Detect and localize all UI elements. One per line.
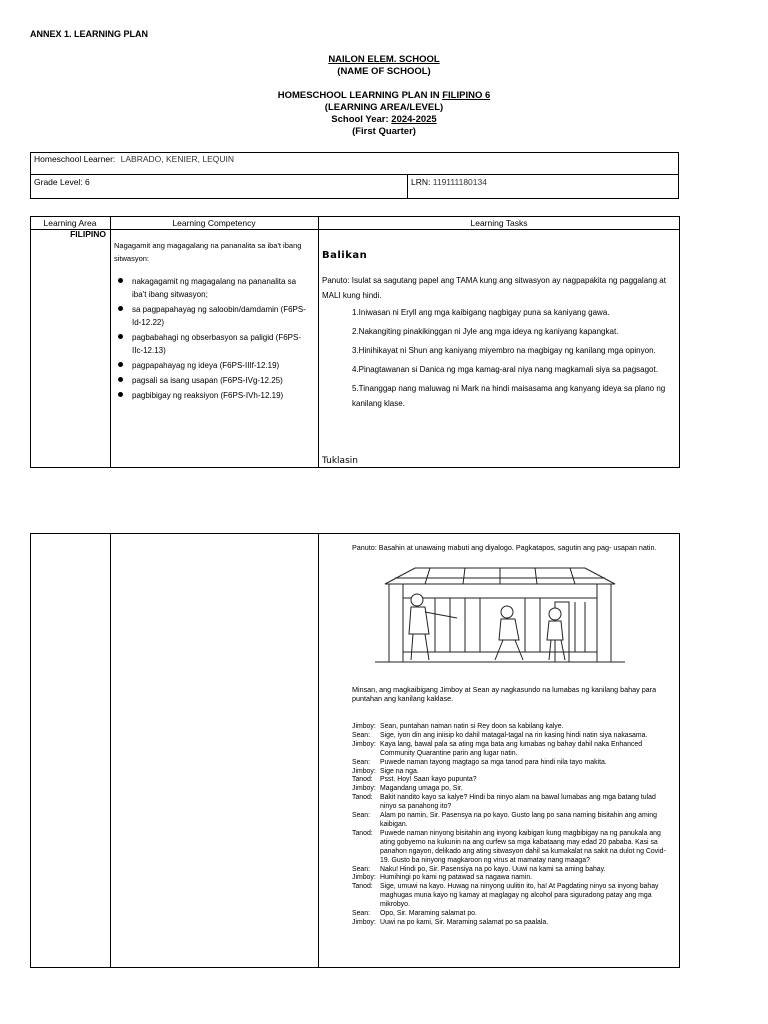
grade-label: Grade Level: bbox=[34, 177, 83, 187]
competency-item: pagbabahagi ng obserbasyon sa paligid (F6PS-IIc-12.13) bbox=[116, 331, 312, 357]
speaker: Tanod: bbox=[352, 794, 373, 802]
competency-item: pagsali sa isang usapan (F6PS-IVg-12.25) bbox=[116, 374, 312, 387]
speaker: Sean: bbox=[352, 731, 371, 739]
dialogue-line bbox=[352, 723, 674, 732]
school-year bbox=[0, 114, 768, 126]
balikan-item: 2.Nakangiting pinakikinggan ni Jyle ang mga ideya ng kaniyang kapangkat. bbox=[352, 327, 619, 336]
grade-row bbox=[34, 177, 90, 187]
speaker: Jimboy: bbox=[352, 723, 376, 730]
balikan-item: 3.Hinihikayat ni Shun ang kaniyang miyembro na magbigay ng kanilang mga opinyon. bbox=[352, 346, 656, 355]
line: Puwede naman ninyong bisitahin ang inyong kaibigan kung magbibigay na ng panukala ang ating gobyerno na kukunin na ang curfew sa mga kabataang may edad 20 pababa. Kasi sa panahon ngayon, delikado ang ating sitwasyon dahil sa kumakalat na sakit na dulot ng Covid-19. Gusto ba ninyong magkaroon ng virus at mamatay nang maaga? bbox=[380, 829, 666, 864]
dialogue-line bbox=[352, 874, 674, 883]
dialogue-line bbox=[352, 883, 674, 910]
speaker: Tanod: bbox=[352, 883, 373, 891]
line: Psst. Hoy! Saan kayo pupunta? bbox=[380, 776, 477, 784]
plan-subject: FILIPINO 6 bbox=[442, 90, 491, 101]
dialogue-line bbox=[352, 794, 674, 812]
speaker: Jimboy: bbox=[352, 767, 376, 775]
line: Puwede naman tayong magtago sa mga tanod para hindi nila tayo makita. bbox=[380, 758, 607, 766]
competency-intro: Nagagamit ang magagalang na pananalita sa iba't ibang sitwasyon: bbox=[114, 241, 302, 263]
competency-item: nakagagamit ng magagalang na pananalita sa iba't ibang sitwasyon; bbox=[116, 275, 312, 301]
speaker: Jimboy: bbox=[352, 918, 376, 926]
dialogue-line bbox=[352, 830, 674, 866]
balikan-heading: Balikan bbox=[322, 250, 368, 261]
tuklasin-heading: Tuklasin bbox=[322, 456, 358, 466]
school-year-value: 2024-2025 bbox=[391, 114, 437, 125]
line: Sige, iyon din ang iniisip ko dahil matagal-tagal na rin kasing hindi natin siya nakasama. bbox=[380, 731, 648, 739]
dialogue-line bbox=[352, 910, 674, 919]
line: Kaya lang, bawal pala sa ating mga bata ang lumabas ng bahay dahil naka Enhanced Community Quarantine parin ang lugar natin. bbox=[380, 740, 643, 757]
line: Humihingi po kami ng patawad sa nagawa namin. bbox=[380, 874, 533, 882]
speaker: Sean: bbox=[352, 812, 371, 820]
dialogue bbox=[352, 723, 674, 928]
speaker: Sean: bbox=[352, 758, 371, 766]
balikan-item: 4.Pinagtawanan si Danica ng mga kamag-aral niya nang magkamali siya sa pagsagot. bbox=[352, 365, 658, 374]
line: Sige, umuwi na kayo. Huwag na ninyong uulitin ito, ha! At Pagdating ninyo sa inyong bahay maghugas muna kayo ng kamay at maglagay ng alcohol para siguradong patay ang mga mikrobyo. bbox=[380, 883, 659, 909]
header-learning-competency: Learning Competency bbox=[172, 218, 256, 228]
dialogue-line bbox=[352, 812, 674, 830]
balikan-instructions: Panuto: Isulat sa sagutang papel ang TAMA kung ang sitwasyon ay nagpapakita ng paggalang at MALI kung hindi. bbox=[322, 276, 666, 300]
competency-item: pagbibigay ng reaksiyon (F6PS-IVh-12.19) bbox=[116, 389, 312, 402]
dialogue-line bbox=[352, 866, 674, 875]
line: Opo, Sir. Maraming salamat po. bbox=[380, 910, 477, 918]
line: Magandang umaga po, Sir. bbox=[380, 785, 463, 793]
line: Sige na nga. bbox=[380, 767, 419, 775]
annex-title: ANNEX 1. LEARNING PLAN bbox=[30, 29, 149, 39]
balikan-item: 1.Iniwasan ni Eryll ang mga kaibigang nagbigay puna sa kaniyang gawa. bbox=[352, 308, 610, 317]
header-learning-tasks: Learning Tasks bbox=[470, 218, 528, 228]
page2-intro: Minsan, ang magkaibigang Jimboy at Sean ay nagkasundo na lumabas ng kanilang bahay para puntahan ang kanilang kaklase. bbox=[352, 685, 657, 704]
speaker: Jimboy: bbox=[352, 785, 376, 793]
school-name: NAILON ELEM. SCHOOL bbox=[328, 54, 440, 65]
dialogue-line bbox=[352, 776, 674, 785]
speaker: Tanod: bbox=[352, 776, 373, 784]
page2-instructions: Panuto: Basahin at unawaing mabuti ang diyalogo. Pagkatapos, sagutin ang pag- usapan natin. bbox=[352, 543, 657, 552]
learner-label: Homeschool Learner: bbox=[34, 154, 116, 164]
speaker: Tanod: bbox=[352, 829, 373, 837]
area-caption: (LEARNING AREA/LEVEL) bbox=[324, 102, 444, 113]
speaker: Sean: bbox=[352, 865, 371, 873]
learning-area-value: FILIPINO bbox=[70, 229, 106, 239]
speaker: Jimboy: bbox=[352, 740, 376, 748]
dialogue-line bbox=[352, 768, 674, 777]
line: Bakit nandito kayo sa kalye? Hindi ba ninyo alam na bawal lumabas ang mga batang tulad ninyo sa panahong ito? bbox=[380, 794, 656, 811]
speaker: Jimboy: bbox=[352, 874, 376, 882]
dialogue-line bbox=[352, 919, 674, 928]
balikan-items bbox=[352, 305, 672, 415]
plan-header bbox=[0, 90, 768, 138]
competency-item: pagpapahayag ng ideya (F6PS-IIIf-12.19) bbox=[116, 359, 312, 372]
lrn-label: LRN: bbox=[411, 177, 431, 187]
line: Naku! Hindi po, Sir. Pasensiya na po kayo. Uuwi na kami sa aming bahay. bbox=[380, 865, 606, 873]
lrn-row bbox=[411, 177, 487, 187]
line: Alam po namin, Sir. Pasensya na po kayo. Gusto lang po sana naming bisitahin ang aming kaibigan. bbox=[380, 812, 657, 828]
grade-value: 6 bbox=[85, 177, 90, 187]
school-header bbox=[0, 54, 768, 78]
line: Uuwi na po kami, Sir. Maraming salamat po sa paalala. bbox=[380, 918, 549, 926]
learner-row bbox=[34, 154, 234, 164]
learner-name: LABRADO, KENIER, LEQUIN bbox=[120, 154, 235, 164]
dialogue-illustration bbox=[375, 562, 625, 672]
line: Sean, puntahan naman natin si Rey doon sa kabilang kalye. bbox=[380, 723, 564, 730]
dialogue-line bbox=[352, 732, 674, 741]
header-learning-area: Learning Area bbox=[43, 218, 97, 228]
dialogue-line bbox=[352, 759, 674, 768]
lrn-value: 119111180134 bbox=[432, 177, 487, 187]
dialogue-line bbox=[352, 741, 674, 759]
competency-item: sa pagpapahayag ng saloobin/damdamin (F6PS-Id-12.22) bbox=[116, 303, 312, 329]
dialogue-line bbox=[352, 785, 674, 794]
school-year-label: School Year: bbox=[331, 114, 392, 125]
speaker: Sean: bbox=[352, 910, 371, 918]
plan-title bbox=[0, 90, 768, 102]
plan-title-prefix: HOMESCHOOL LEARNING PLAN IN bbox=[277, 90, 443, 101]
competency-list bbox=[116, 275, 312, 404]
balikan-item: 5.Tinanggap nang maluwag ni Mark na hindi maisasama ang kanyang ideya sa plano ng kanilang klase. bbox=[352, 384, 666, 408]
school-caption: (NAME OF SCHOOL) bbox=[337, 66, 431, 77]
quarter: (First Quarter) bbox=[352, 126, 416, 137]
